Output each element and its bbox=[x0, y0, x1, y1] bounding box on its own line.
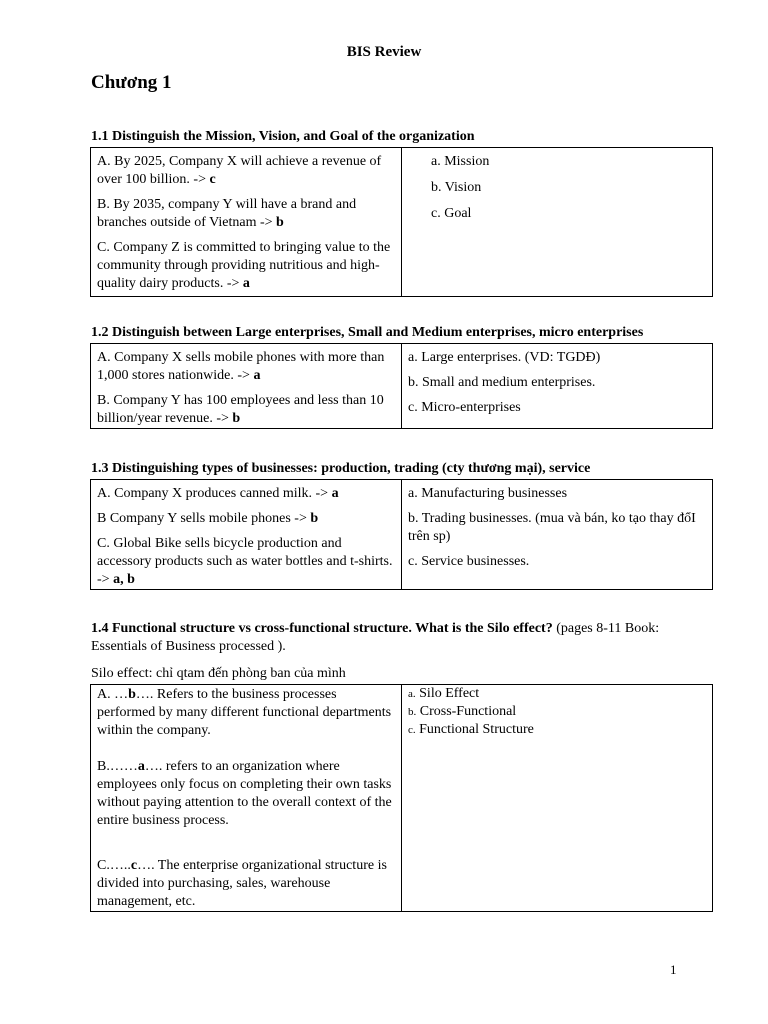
answer: a bbox=[331, 486, 339, 501]
question-a: A. Company X produces canned milk. -> a bbox=[97, 486, 339, 501]
question-c: C. Global Bike sells bicycle production and accessory products such as water bottles and t-shirts. -> a, b bbox=[97, 536, 393, 587]
option-a: a. Manufacturing businesses bbox=[408, 486, 568, 501]
question-a: A. By 2025, Company X will achieve a revenue of over 100 billion. -> c bbox=[97, 154, 382, 187]
option-a: a. Large enterprises. (VD: TGDĐ) bbox=[408, 350, 601, 365]
option-c: c. Functional Structure bbox=[408, 722, 534, 737]
options-cell bbox=[402, 344, 713, 429]
questions-cell bbox=[91, 148, 402, 297]
answer: b bbox=[310, 511, 319, 526]
answer: c bbox=[130, 858, 138, 873]
options-cell bbox=[402, 685, 713, 912]
section-1-3-table bbox=[90, 479, 713, 590]
answer: b bbox=[276, 215, 284, 230]
section-1-1-heading: 1.1 Distinguish the Mission, Vision, and Goal of the organization bbox=[91, 129, 475, 144]
options-cell bbox=[402, 148, 713, 297]
questions-cell bbox=[91, 685, 402, 912]
page-number: 1 bbox=[670, 962, 677, 977]
answer: b bbox=[232, 411, 241, 426]
question-a: A. Company X sells mobile phones with more than 1,000 stores nationwide. -> a bbox=[97, 350, 385, 383]
option-b: b. Small and medium enterprises. bbox=[408, 375, 596, 390]
chapter-heading: Chương 1 bbox=[91, 72, 172, 93]
section-1-4-reference: (pages 8-11 Book: Essentials of Business processed ). bbox=[91, 621, 660, 654]
option-b: b. Vision bbox=[431, 180, 482, 195]
section-1-4-heading: 1.4 Functional structure vs cross-functional structure. What is the Silo effect? (pages 8-11 Book: Essentials of Business processed ). bbox=[91, 621, 660, 654]
options-cell bbox=[402, 480, 713, 590]
option-a: a. Silo Effect bbox=[408, 686, 480, 701]
question-a: A. …b…. Refers to the business processes performed by many different functional departments within the company. bbox=[97, 687, 392, 738]
question-b: B.……a…. refers to an organization where employees only focus on completing their own tasks without paying attention to the overall context of the entire business process. bbox=[97, 759, 392, 828]
answer: a bbox=[137, 759, 145, 774]
question-b: B Company Y sells mobile phones -> b bbox=[97, 511, 319, 526]
option-c: c. Micro-enterprises bbox=[408, 400, 521, 415]
section-1-2-table bbox=[90, 343, 713, 429]
question-b: B. By 2035, company Y will have a brand and branches outside of Vietnam -> b bbox=[97, 197, 357, 230]
silo-effect-note: Silo effect: chỉ qtam đến phòng ban của mình bbox=[91, 666, 346, 681]
option-c: c. Goal bbox=[431, 206, 472, 221]
section-1-4-table bbox=[90, 684, 713, 912]
answer: a, b bbox=[113, 572, 135, 587]
page-title: BIS Review bbox=[346, 44, 422, 60]
option-a: a. Mission bbox=[431, 154, 490, 169]
section-1-1-table bbox=[90, 147, 713, 297]
answer: c bbox=[209, 172, 216, 187]
answer: b bbox=[128, 687, 136, 702]
answer: a bbox=[242, 276, 250, 291]
answer: a bbox=[253, 368, 261, 383]
question-c: C. Company Z is committed to bringing value to the community through providing nutritious and high-quality dairy products. -> a bbox=[97, 240, 391, 291]
option-b: b. Trading businesses. (mua và bán, ko tạo thay đổI trên sp) bbox=[408, 511, 696, 544]
questions-cell bbox=[91, 344, 402, 429]
questions-cell bbox=[91, 480, 402, 590]
option-c: c. Service businesses. bbox=[408, 554, 530, 569]
question-c: C.…..c…. The enterprise organizational structure is divided into purchasing, sales, warehouse management, etc. bbox=[97, 858, 387, 909]
section-1-2-heading: 1.2 Distinguish between Large enterprises, Small and Medium enterprises, micro enterprises bbox=[91, 325, 644, 340]
section-1-3-heading: 1.3 Distinguishing types of businesses: production, trading (cty thương mại), service bbox=[91, 461, 591, 476]
question-b: B. Company Y has 100 employees and less than 10 billion/year revenue. -> b bbox=[97, 393, 384, 426]
option-b: b. Cross-Functional bbox=[408, 704, 517, 719]
